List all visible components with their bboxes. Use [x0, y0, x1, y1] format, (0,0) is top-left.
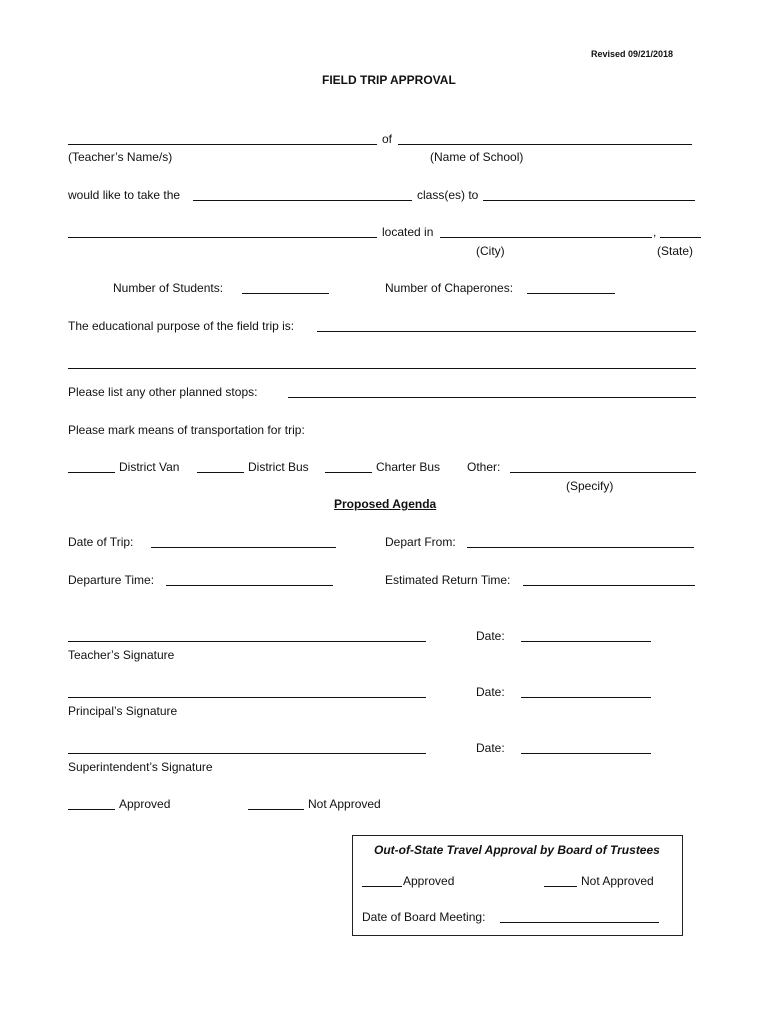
purpose-field-line-2[interactable] — [68, 358, 696, 369]
other-label: Other: — [467, 460, 501, 474]
principal-date-field[interactable] — [521, 687, 651, 698]
not-approved-mark-field[interactable] — [248, 799, 304, 810]
principal-date-label: Date: — [476, 685, 505, 699]
located-in-label: located in — [382, 225, 434, 239]
approved-label: Approved — [119, 797, 171, 811]
school-name-label: (Name of School) — [430, 150, 524, 164]
board-approved-mark-field[interactable] — [362, 876, 402, 887]
revised-date: Revised 09/21/2018 — [591, 49, 674, 59]
departure-time-field[interactable] — [166, 575, 333, 586]
superintendent-date-field[interactable] — [521, 743, 651, 754]
board-not-approved-mark-field[interactable] — [544, 876, 577, 887]
city-label: (City) — [476, 244, 505, 258]
classes-to-label: class(es) to — [417, 188, 479, 202]
agenda-heading: Proposed Agenda — [334, 497, 437, 511]
departure-time-label: Departure Time: — [68, 573, 155, 587]
chaperones-label: Number of Chaperones: — [385, 281, 514, 295]
depart-from-field[interactable] — [467, 537, 694, 548]
bus-label: District Bus — [248, 460, 309, 474]
comma: , — [653, 225, 657, 239]
principal-signature-label: Principal’s Signature — [68, 704, 178, 718]
teacher-name-label: (Teacher’s Name/s) — [68, 150, 173, 164]
return-time-field[interactable] — [523, 575, 695, 586]
purpose-label: The educational purpose of the field trip is: — [68, 319, 295, 333]
students-field[interactable] — [242, 283, 329, 294]
other-field[interactable] — [510, 462, 696, 473]
state-label: (State) — [657, 244, 694, 258]
would-like-label: would like to take the — [68, 188, 181, 202]
board-title: Out-of-State Travel Approval by Board of Trustees — [374, 843, 660, 857]
return-time-label: Estimated Return Time: — [385, 573, 511, 587]
specify-label: (Specify) — [566, 479, 614, 493]
board-not-approved-label: Not Approved — [581, 874, 654, 888]
principal-signature-field[interactable] — [68, 687, 426, 698]
date-of-trip-label: Date of Trip: — [68, 535, 134, 549]
superintendent-signature-label: Superintendent’s Signature — [68, 760, 213, 774]
teacher-signature-label: Teacher’s Signature — [68, 648, 175, 662]
students-label: Number of Students: — [113, 281, 224, 295]
board-meeting-field[interactable] — [500, 912, 659, 923]
charter-label: Charter Bus — [376, 460, 441, 474]
bus-mark-field[interactable] — [197, 462, 244, 473]
van-label: District Van — [119, 460, 180, 474]
school-name-field[interactable] — [398, 134, 692, 145]
destination-field[interactable] — [483, 190, 695, 201]
of-label: of — [382, 132, 393, 146]
teacher-name-field[interactable] — [68, 134, 377, 145]
teacher-date-label: Date: — [476, 629, 505, 643]
date-of-trip-field[interactable] — [151, 537, 336, 548]
class-field[interactable] — [193, 190, 412, 201]
stops-field[interactable] — [288, 387, 696, 398]
teacher-signature-field[interactable] — [68, 631, 426, 642]
board-approved-label: Approved — [403, 874, 455, 888]
charter-mark-field[interactable] — [325, 462, 372, 473]
page-title: FIELD TRIP APPROVAL — [322, 73, 456, 87]
approved-mark-field[interactable] — [68, 799, 115, 810]
transport-prompt: Please mark means of transportation for trip: — [68, 423, 305, 437]
not-approved-label: Not Approved — [308, 797, 381, 811]
superintendent-signature-field[interactable] — [68, 743, 426, 754]
superintendent-date-label: Date: — [476, 741, 505, 755]
stops-label: Please list any other planned stops: — [68, 385, 258, 399]
state-field[interactable] — [660, 227, 701, 238]
chaperones-field[interactable] — [527, 283, 615, 294]
teacher-date-field[interactable] — [521, 631, 651, 642]
depart-from-label: Depart From: — [385, 535, 456, 549]
purpose-field[interactable] — [317, 321, 696, 332]
board-meeting-label: Date of Board Meeting: — [362, 910, 486, 924]
van-mark-field[interactable] — [68, 462, 115, 473]
location-name-field[interactable] — [68, 227, 377, 238]
city-field[interactable] — [440, 227, 652, 238]
